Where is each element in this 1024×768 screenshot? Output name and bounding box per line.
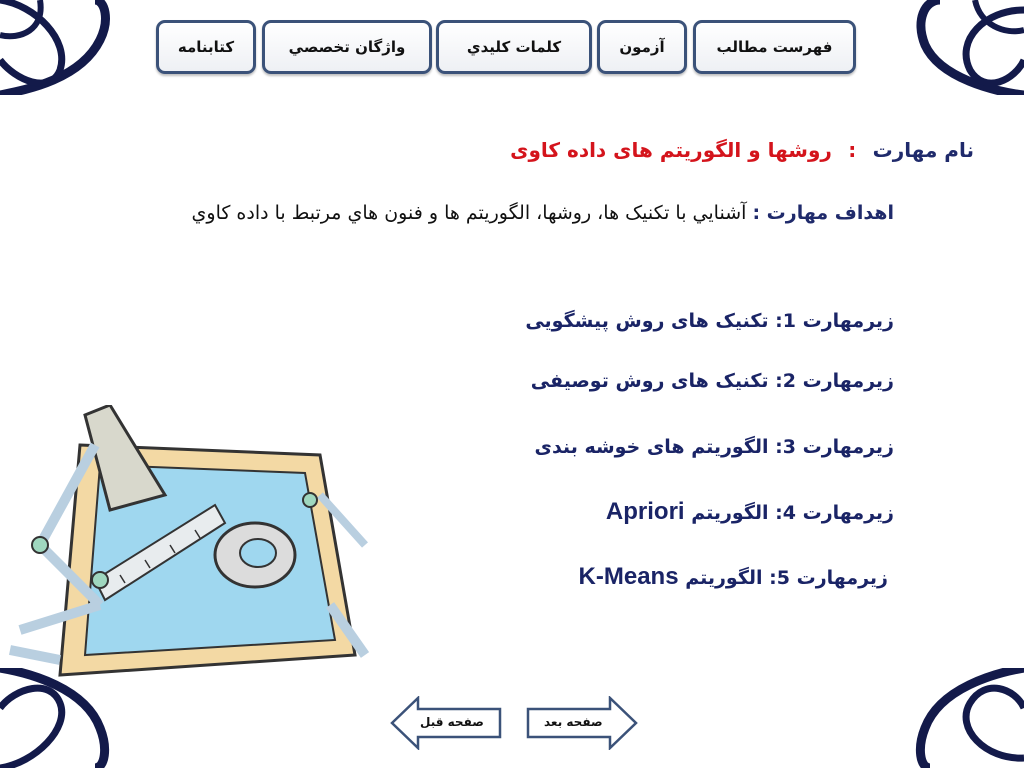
prev-page-button[interactable] [390, 696, 502, 750]
drafting-table-clipart [0, 405, 380, 690]
skill-name-line [510, 138, 974, 162]
corner-ornament-top-left [0, 0, 115, 95]
nav-bibliography-button[interactable]: كتابنامه [156, 20, 256, 74]
skill-goals-label: اهداف مهارت : [752, 202, 894, 224]
subskill-item-3 [535, 436, 894, 458]
corner-ornament-top-right [885, 0, 1024, 95]
next-page-label: صفحه بعد [544, 715, 603, 729]
prev-page-label: صفحه قبل [420, 715, 484, 729]
nav-toc-button[interactable]: فهرست مطالب [693, 20, 856, 74]
subskill-item-1 [525, 310, 894, 332]
skill-name-value: روشها و الگوریتم های داده کاوی [510, 138, 832, 162]
skill-name-separator: : [848, 138, 857, 162]
skill-goals [104, 193, 894, 233]
nav-glossary-button[interactable]: واژگان تخصصي [262, 20, 432, 74]
subskill-text: تکنیک های روش پیشگویی [525, 310, 769, 332]
subskill-text: الگوریتم های خوشه بندی [534, 436, 769, 458]
top-navigation [156, 20, 856, 78]
next-page-button[interactable] [526, 696, 638, 750]
subskill-prefix: زیرمهارت 4: [775, 502, 894, 524]
skill-name-label: نام مهارت [872, 138, 974, 162]
subskill-text: تکنیک های روش توصیفی [530, 370, 769, 392]
nav-quiz-button[interactable]: آزمون [597, 20, 687, 74]
subskill-prefix: زیرمهارت 1: [775, 310, 894, 332]
subskill-item-2 [531, 370, 894, 392]
corner-ornament-bottom-right [885, 668, 1024, 768]
subskill-item-4 [606, 498, 894, 526]
nav-keywords-button[interactable]: كلمات كليدي [436, 20, 592, 74]
subskill-item-5 [579, 563, 888, 591]
subskill-prefix: زیرمهارت 3: [775, 436, 894, 458]
subskill-text: الگوریتم [685, 567, 763, 589]
subskill-text: الگوریتم [691, 502, 769, 524]
subskill-prefix: زیرمهارت 2: [775, 370, 894, 392]
subskill-latin: Apriori [605, 498, 685, 525]
subskill-latin: K-Means [578, 563, 679, 590]
subskill-prefix: زیرمهارت 5: [769, 567, 888, 589]
skill-goals-text: آشنايي با تكنيک ها، روشها، الگوريتم ها و فنون هاي مرتبط با داده كاوي [191, 202, 747, 224]
